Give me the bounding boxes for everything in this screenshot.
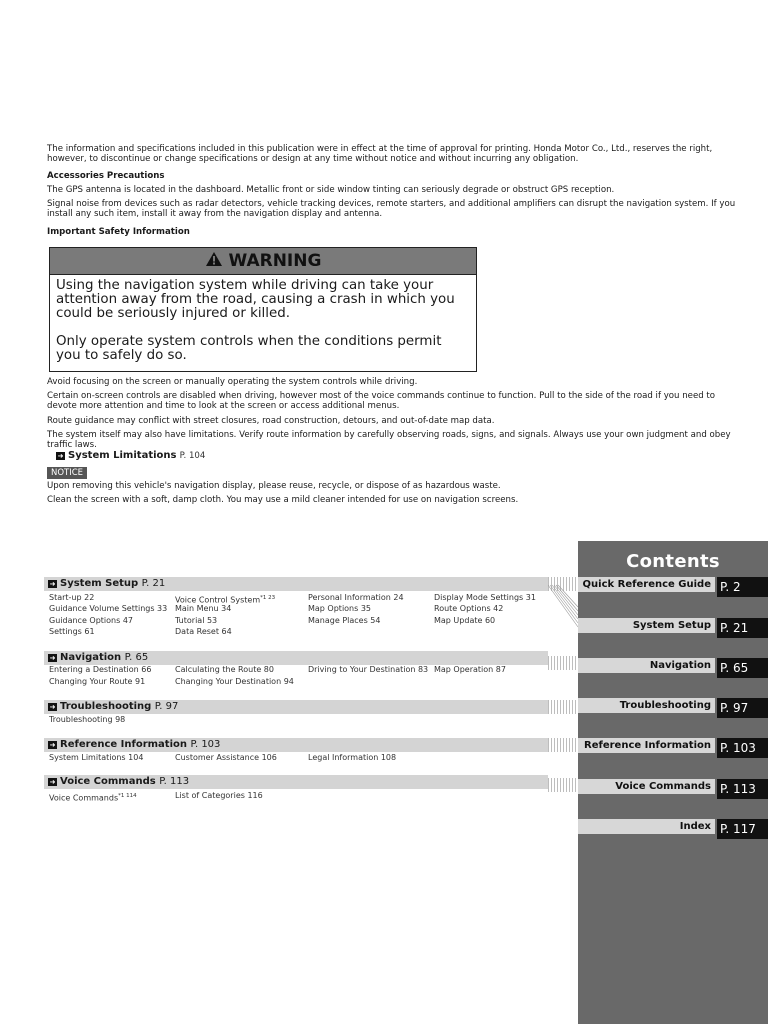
arrow-icon: ➜: [49, 703, 56, 711]
list-item[interactable]: List of Categories 116: [175, 791, 263, 800]
notice-text-1: Upon removing this vehicle's navigation display, please reuse, recycle, or dispose of as hazardous waste.: [47, 481, 501, 491]
warning-header: [50, 248, 476, 275]
safety-heading: Important Safety Information: [47, 227, 190, 237]
list-item[interactable]: System Limitations 104: [49, 753, 144, 762]
list-item[interactable]: Data Reset 64: [175, 627, 232, 636]
warning-box: [49, 247, 477, 372]
warning-triangle-icon: [205, 251, 223, 267]
list-item[interactable]: Settings 61: [49, 627, 95, 636]
safety-text-1: Avoid focusing on the screen or manually operating the system controls while driving.: [47, 377, 418, 387]
list-item[interactable]: Route Options 42: [434, 604, 504, 613]
list-item[interactable]: Voice Commands$^{*1 114}$: [49, 793, 137, 803]
list-item[interactable]: Entering a Destination 66: [49, 665, 152, 674]
tab-voice-commands[interactable]: Voice Commands P. 113: [578, 779, 768, 799]
list-item[interactable]: Guidance Options 47: [49, 616, 133, 625]
list-item[interactable]: Personal Information 24: [308, 593, 404, 602]
tab-index[interactable]: Index P. 117: [578, 819, 768, 839]
list-item[interactable]: Manage Places 54: [308, 616, 381, 625]
section-voice-commands[interactable]: ➜ Voice Commands P. 113: [44, 775, 548, 789]
section-stripes: [548, 738, 577, 752]
list-item[interactable]: Tutorial 53: [175, 616, 218, 625]
section-stripes: [548, 700, 577, 714]
safety-text-2: Certain on-screen controls are disabled when driving, however most of the voice commands continue to function. Pull to the side of the road if you need to devote more attention and time to look at the screen or access additional menus.: [47, 391, 716, 411]
arrow-icon: ➜: [57, 452, 64, 460]
list-item[interactable]: Map Options 35: [308, 604, 372, 613]
tab-reference-information[interactable]: Reference Information P. 103: [578, 738, 768, 758]
warning-text-1: Using the navigation system while driving can take your attention away from the road, causing a crash in which you could be seriously injured or killed.: [56, 278, 455, 321]
list-item[interactable]: Legal Information 108: [308, 753, 397, 762]
tab-system-setup[interactable]: System Setup P. 21: [578, 618, 768, 638]
arrow-icon: ➜: [49, 654, 56, 662]
section-stripes: [548, 778, 577, 792]
arrow-icon: ➜: [49, 778, 56, 786]
list-item[interactable]: Display Mode Settings 31: [434, 593, 536, 602]
list-item[interactable]: Troubleshooting 98: [49, 715, 126, 724]
tab-troubleshooting[interactable]: Troubleshooting P. 97: [578, 698, 768, 718]
accessories-text-2: Signal noise from devices such as radar detectors, vehicle tracking devices, remote starters, and additional amplifiers can disrupt the navigation system. If you install any such item, install it away from the navigation display and antenna.: [47, 199, 736, 219]
list-item[interactable]: Calculating the Route 80: [175, 665, 274, 674]
tab-quick-reference[interactable]: Quick Reference Guide P. 2: [578, 577, 768, 597]
section-system-setup[interactable]: ➜ System Setup P. 21: [44, 577, 548, 591]
section-troubleshooting[interactable]: ➜ Troubleshooting P. 97: [44, 700, 548, 714]
contents-title: Contents: [626, 551, 720, 572]
section-reference-information[interactable]: ➜ Reference Information P. 103: [44, 738, 548, 752]
arrow-icon: ➜: [49, 741, 56, 749]
section-stripes: [548, 656, 577, 670]
arrow-icon: ➜: [49, 580, 56, 588]
list-item[interactable]: Customer Assistance 106: [175, 753, 277, 762]
intro-text: The information and specifications included in this publication were in effect at the time of approval for printing. Honda Motor Co., Ltd., reserves the right, however, to discontinue or change specifications or design at any time without notice and without incurring any obligation.: [47, 144, 713, 164]
tab-navigation[interactable]: Navigation P. 65: [578, 658, 768, 678]
notice-text-2: Clean the screen with a soft, damp cloth. You may use a mild cleaner intended for use on navigation screens.: [47, 495, 519, 505]
contents-sidebar: [578, 541, 768, 1024]
safety-text-4: The system itself may also have limitations. Verify route information by carefully observing roads, signs, and signals. Always use your own judgment and obey traffic laws.: [47, 430, 731, 450]
connector-lines: [548, 583, 578, 629]
list-item[interactable]: Map Update 60: [434, 616, 496, 625]
list-item[interactable]: Start-up 22: [49, 593, 95, 602]
warning-title: WARNING: [228, 251, 322, 271]
system-limitations-link[interactable]: ➜ System Limitations P. 104: [57, 450, 206, 461]
list-item[interactable]: Driving to Your Destination 83: [308, 665, 429, 674]
accessories-text-1: The GPS antenna is located in the dashboard. Metallic front or side window tinting can seriously degrade or obstruct GPS reception.: [47, 185, 615, 195]
section-navigation[interactable]: ➜ Navigation P. 65: [44, 651, 548, 665]
list-item[interactable]: Main Menu 34: [175, 604, 232, 613]
warning-text-2: Only operate system controls when the conditions permit you to safely do so.: [56, 334, 442, 363]
safety-text-3: Route guidance may conflict with street closures, road construction, detours, and out-of-date map data.: [47, 416, 495, 426]
list-item[interactable]: Map Operation 87: [434, 665, 506, 674]
list-item[interactable]: Changing Your Route 91: [49, 677, 146, 686]
list-item[interactable]: Voice Control System$^{*1 23}$: [175, 595, 276, 605]
accessories-heading: Accessories Precautions: [47, 171, 165, 181]
list-item[interactable]: Guidance Volume Settings 33: [49, 604, 168, 613]
notice-badge: NOTICE: [47, 467, 87, 479]
list-item[interactable]: Changing Your Destination 94: [175, 677, 294, 686]
